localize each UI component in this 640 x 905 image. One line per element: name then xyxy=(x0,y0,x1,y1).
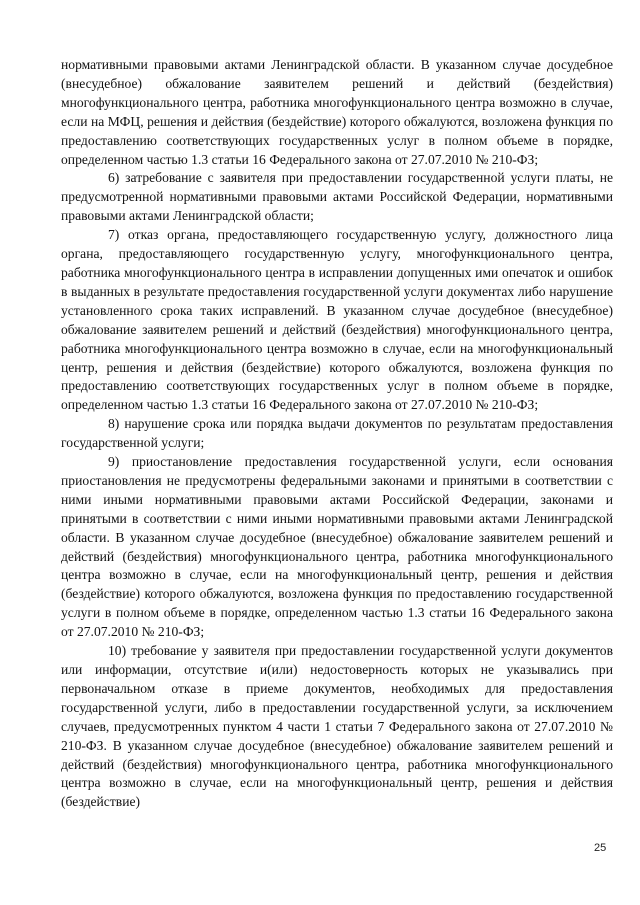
paragraph-item-9: 9) приостановление предоставления государственной услуги, если основания приостановления не предусмотрены федеральными законами и принятыми в соответствии с ними иными нормативными правовыми актами Российской Федерации, законами и принятыми в соответствии с ними иными нормативными правовыми актами Ленинградской области. В указанном случае досудебное (внесудебное) обжалование заявителем решений и действий (бездействия) многофункционального центра, работника многофункционального центра возможно в случае, если на многофункциональный центр, решения и действия (бездействие) которого обжалуются, возложена функция по предоставлению государственной услуги в полном объеме в порядке, определенном частью 1.3 статьи 16 Федерального закона от 27.07.2010 № 210-ФЗ; xyxy=(61,454,613,640)
document-body xyxy=(61,56,613,812)
paragraph-item-8: 8) нарушение срока или порядка выдачи документов по результатам предоставления государственной услуги; xyxy=(61,416,613,451)
page-number: 25 xyxy=(594,842,607,854)
paragraph-item-7: 7) отказ органа, предоставляющего государственную услугу, должностного лица органа, предоставляющего государственную услугу, многофункционального центра, работника многофункционального центра в исправлении допущенных ими опечаток и ошибок в выданных в результате предоставления государственной услуги документах либо нарушение установленного срока таких исправлений. В указанном случае досудебное (внесудебное) обжалование заявителем решений и действий (бездействия) многофункционального центра, работника многофункционального центра возможно в случае, если на многофункциональный центр, решения и действия (бездействие) которого обжалуются, возложена функция по предоставлению соответствующих государственных услуг в полном объеме в порядке, определенном частью 1.3 статьи 16 Федерального закона от 27.07.2010 № 210-ФЗ; xyxy=(61,227,613,413)
paragraph-item-10: 10) требование у заявителя при предоставлении государственной услуги документов или информации, отсутствие и(или) недостоверность которых не указывались при первоначальном отказе в приеме документов, необходимых для предоставления государственной услуги, либо в предоставлении государственной услуги, за исключением случаев, предусмотренных пунктом 4 части 1 статьи 7 Федерального закона от 27.07.2010 № 210-ФЗ. В указанном случае досудебное (внесудебное) обжалование заявителем решений и действий (бездействия) многофункционального центра, работника многофункционального центра возможно в случае, если на многофункциональный центр, решения и действия (бездействие) xyxy=(61,643,613,810)
paragraph-continuation: нормативными правовыми актами Ленинградской области. В указанном случае досудебное (внесудебное) обжалование заявителем решений и действий (бездействия) многофункционального центра, работника многофункционального центра возможно в случае, если на МФЦ, решения и действия (бездействие) которого обжалуются, возложена функция по предоставлению соответствующих государственных услуг в полном объеме в порядке, определенном частью 1.3 статьи 16 Федерального закона от 27.07.2010 № 210-ФЗ; xyxy=(61,57,613,167)
paragraph-item-6: 6) затребование с заявителя при предоставлении государственной услуги платы, не предусмотренной нормативными правовыми актами Российской Федерации, нормативными правовыми актами Ленинградской области; xyxy=(61,170,613,224)
